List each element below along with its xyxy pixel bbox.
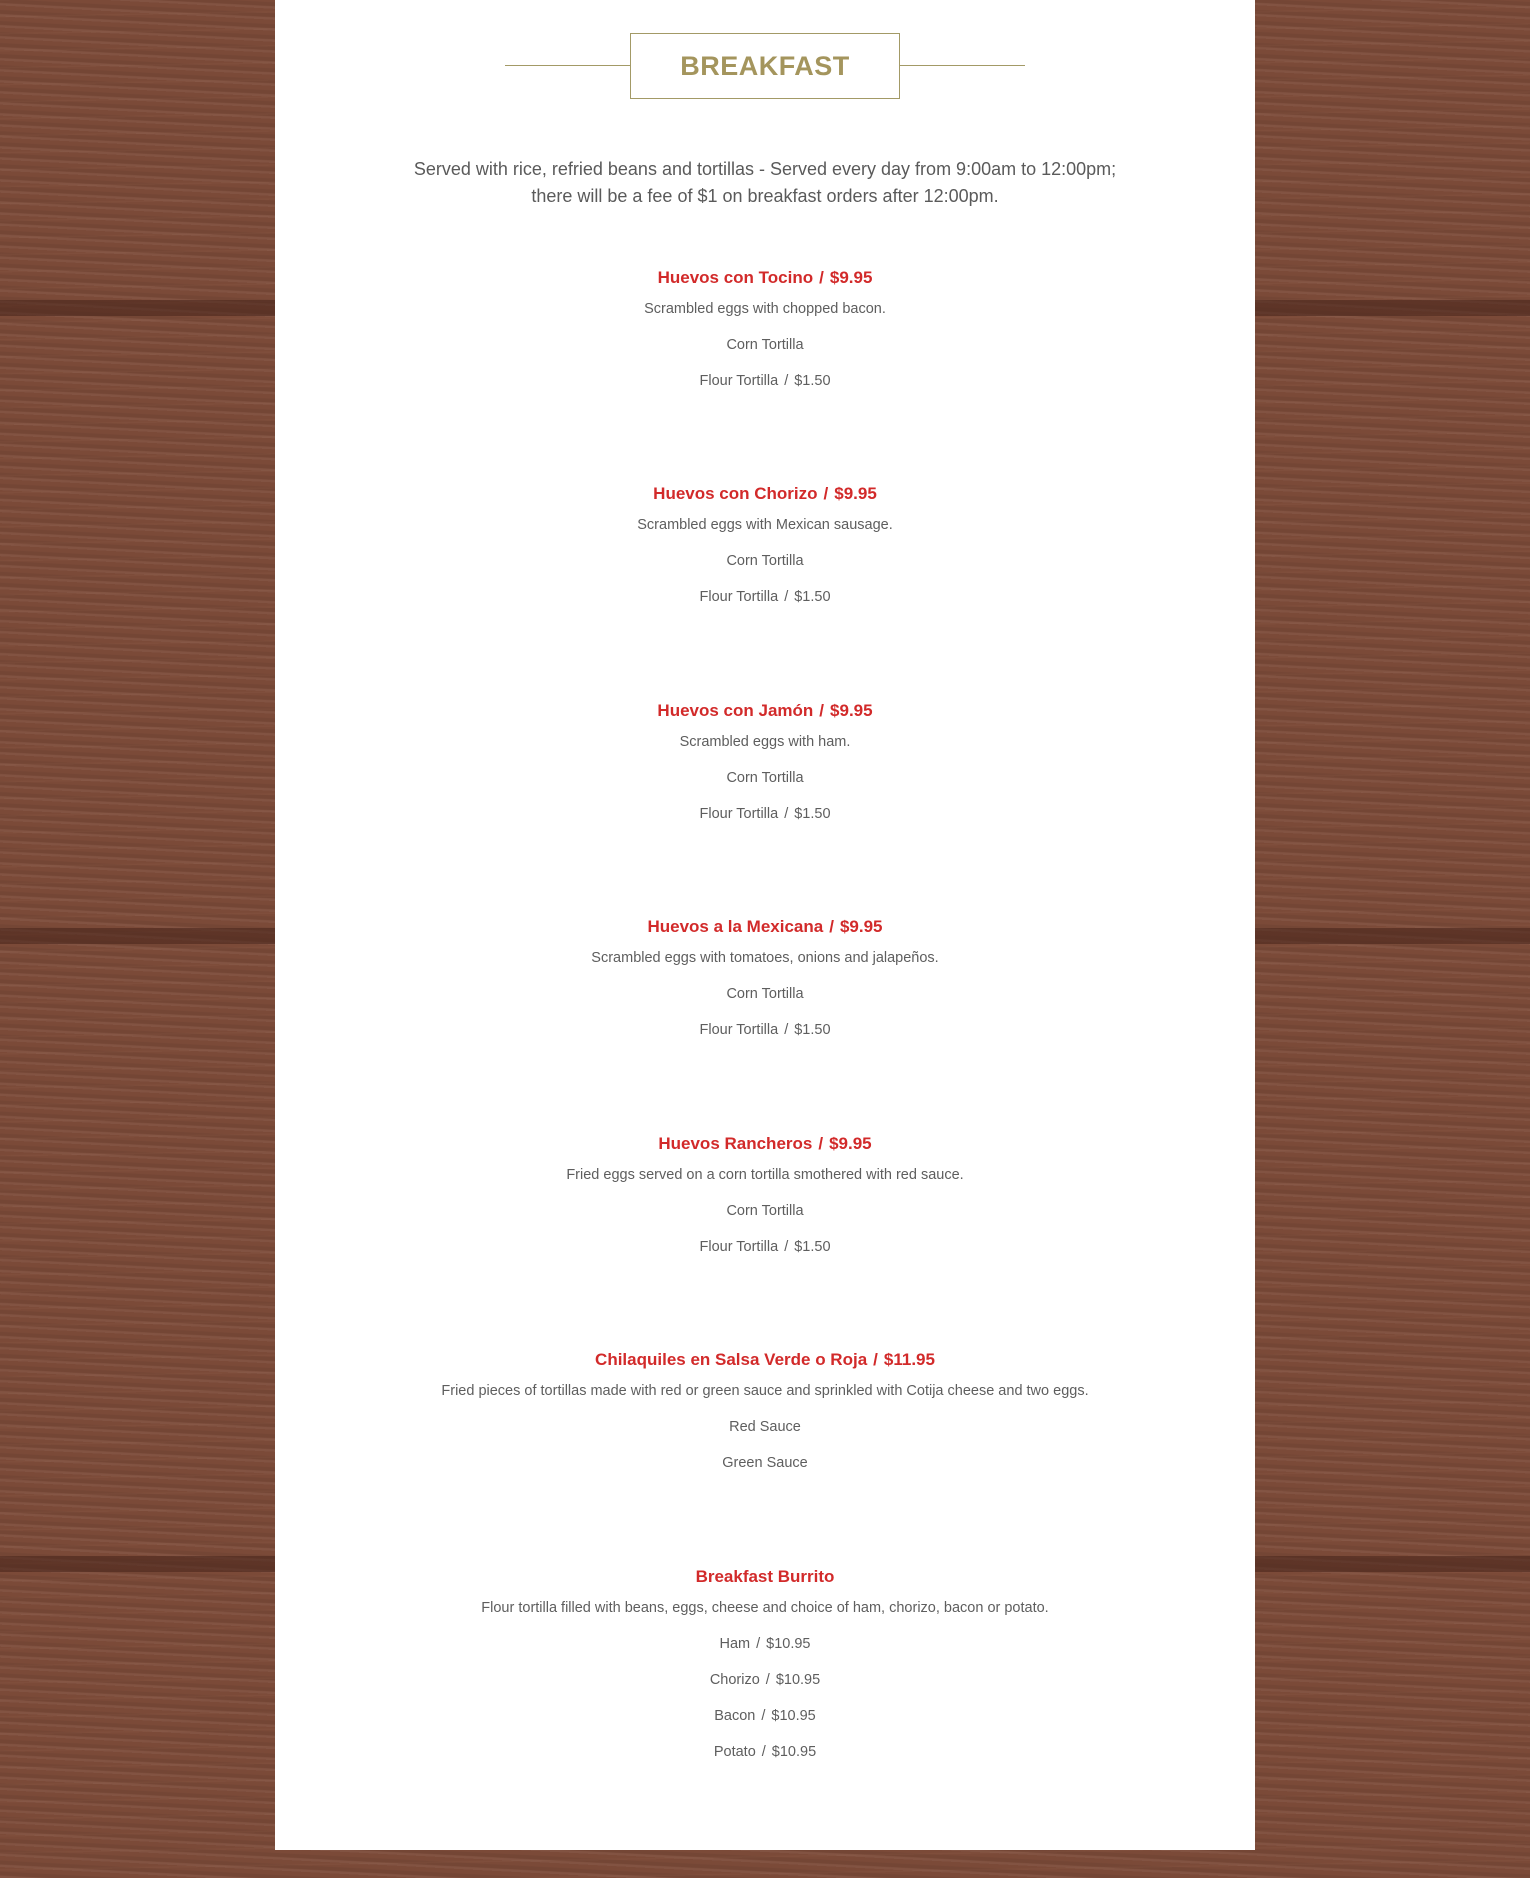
price-separator: / — [818, 1134, 824, 1153]
menu-item-price: $9.95 — [830, 701, 873, 720]
option-price-separator: / — [784, 589, 789, 605]
option-price: $10.95 — [771, 1708, 816, 1724]
menu-item-description: Fried pieces of tortillas made with red or green sauce and sprinkled with Cotija cheese and two eggs. — [441, 1383, 1089, 1399]
price-separator: / — [823, 484, 829, 503]
menu-item-name: Huevos a la Mexicana — [647, 917, 824, 936]
option-price-separator: / — [761, 1744, 766, 1760]
menu-item — [275, 913, 1255, 1041]
option-price: $10.95 — [766, 1636, 811, 1652]
option-label: Corn Tortilla — [726, 337, 804, 353]
option-price-separator: / — [756, 1636, 761, 1652]
menu-item-option — [275, 1705, 1255, 1727]
option-price-separator: / — [761, 1708, 766, 1724]
option-price-separator: / — [784, 1022, 789, 1038]
option-price: $1.50 — [794, 373, 831, 389]
menu-item — [275, 697, 1255, 825]
option-price-separator: / — [784, 1239, 789, 1255]
section-heading — [275, 33, 1255, 99]
option-label: Flour Tortilla — [699, 1239, 779, 1255]
menu-item-option — [275, 1452, 1255, 1474]
menu-item-description: Fried eggs served on a corn tortilla smothered with red sauce. — [566, 1167, 964, 1183]
option-label: Flour Tortilla — [699, 1022, 779, 1038]
option-price: $10.95 — [775, 1672, 821, 1688]
menu-item-name: Chilaquiles en Salsa Verde o Roja — [595, 1350, 868, 1369]
option-label: Flour Tortilla — [699, 373, 779, 389]
menu-item-name: Huevos Rancheros — [658, 1134, 813, 1153]
menu-item-option — [275, 370, 1255, 392]
menu-item-price: $9.95 — [834, 484, 877, 503]
price-separator: / — [819, 701, 825, 720]
price-separator: / — [829, 917, 834, 936]
menu-item-option — [275, 983, 1255, 1005]
option-label: Corn Tortilla — [726, 986, 804, 1002]
menu-item-option — [275, 1633, 1255, 1655]
menu-item-description: Scrambled eggs with ham. — [679, 734, 851, 750]
menu-item-name: Huevos con Chorizo — [653, 484, 818, 503]
option-label: Corn Tortilla — [726, 553, 804, 569]
menu-item-price: $11.95 — [883, 1350, 935, 1369]
option-price: $10.95 — [771, 1744, 817, 1760]
option-label: Bacon — [714, 1708, 756, 1724]
menu-item-title — [275, 480, 1255, 508]
menu-item-option — [275, 586, 1255, 608]
menu-item — [275, 264, 1255, 392]
menu-item-price: $9.95 — [829, 1134, 872, 1153]
menu-item-title — [275, 1346, 1255, 1374]
menu-item — [275, 480, 1255, 608]
menu-item-description: Flour tortilla filled with beans, eggs, cheese and choice of ham, chorizo, bacon or potato. — [481, 1600, 1049, 1616]
option-label: Flour Tortilla — [699, 806, 779, 822]
option-label: Corn Tortilla — [726, 770, 804, 786]
menu-item-description: Scrambled eggs with tomatoes, onions and jalapeños. — [591, 950, 939, 966]
option-price: $1.50 — [794, 1022, 831, 1038]
menu-item-price: $9.95 — [829, 268, 873, 287]
menu-item-option — [275, 550, 1255, 572]
menu-item-title — [275, 697, 1255, 725]
price-separator: / — [873, 1350, 878, 1369]
menu-item-name: Huevos con Jamón — [657, 701, 814, 720]
option-price: $1.50 — [794, 1239, 831, 1255]
menu-item-option — [275, 767, 1255, 789]
menu-item-price: $9.95 — [839, 917, 883, 936]
menu-item-title — [275, 1130, 1255, 1158]
menu-item-description: Scrambled eggs with chopped bacon. — [644, 301, 886, 317]
menu-item-description: Scrambled eggs with Mexican sausage. — [637, 517, 893, 533]
menu-item-name: Huevos con Tocino — [657, 268, 814, 287]
menu-item-name: Breakfast Burrito — [695, 1567, 835, 1586]
option-label: Ham — [719, 1636, 751, 1652]
menu-item-option — [275, 1200, 1255, 1222]
menu-item-option — [275, 1019, 1255, 1041]
section-title: BREAKFAST — [630, 33, 900, 99]
menu-item — [275, 1563, 1255, 1763]
menu-item-option — [275, 1236, 1255, 1258]
option-price-separator: / — [784, 806, 789, 822]
price-separator: / — [819, 268, 824, 287]
option-price-separator: / — [784, 373, 789, 389]
menu-item-title — [275, 1563, 1255, 1591]
option-price-separator: / — [765, 1672, 770, 1688]
section-intro: Served with rice, refried beans and tortillas - Served every day from 9:00am to 12:00pm; there will be a fee of $1 on breakfast orders after 12:00pm. — [413, 159, 1117, 206]
menu-item-option — [275, 1416, 1255, 1438]
option-price: $1.50 — [794, 589, 831, 605]
option-label: Flour Tortilla — [699, 589, 779, 605]
option-price: $1.50 — [794, 806, 831, 822]
option-label: Chorizo — [709, 1672, 760, 1688]
menu-item-option — [275, 334, 1255, 356]
heading-divider-right — [900, 65, 1025, 66]
option-label: Potato — [713, 1744, 756, 1760]
menu-item — [275, 1130, 1255, 1258]
menu-item-option — [275, 803, 1255, 825]
menu-item-title — [275, 913, 1255, 941]
option-label: Corn Tortilla — [726, 1203, 804, 1219]
menu-page — [275, 0, 1255, 1850]
menu-item-option — [275, 1669, 1255, 1691]
menu-item-option — [275, 1741, 1255, 1763]
menu-item — [275, 1346, 1255, 1474]
option-label: Green Sauce — [722, 1455, 808, 1471]
heading-divider-left — [505, 65, 630, 66]
menu-item-title — [275, 264, 1255, 292]
option-label: Red Sauce — [729, 1419, 801, 1435]
